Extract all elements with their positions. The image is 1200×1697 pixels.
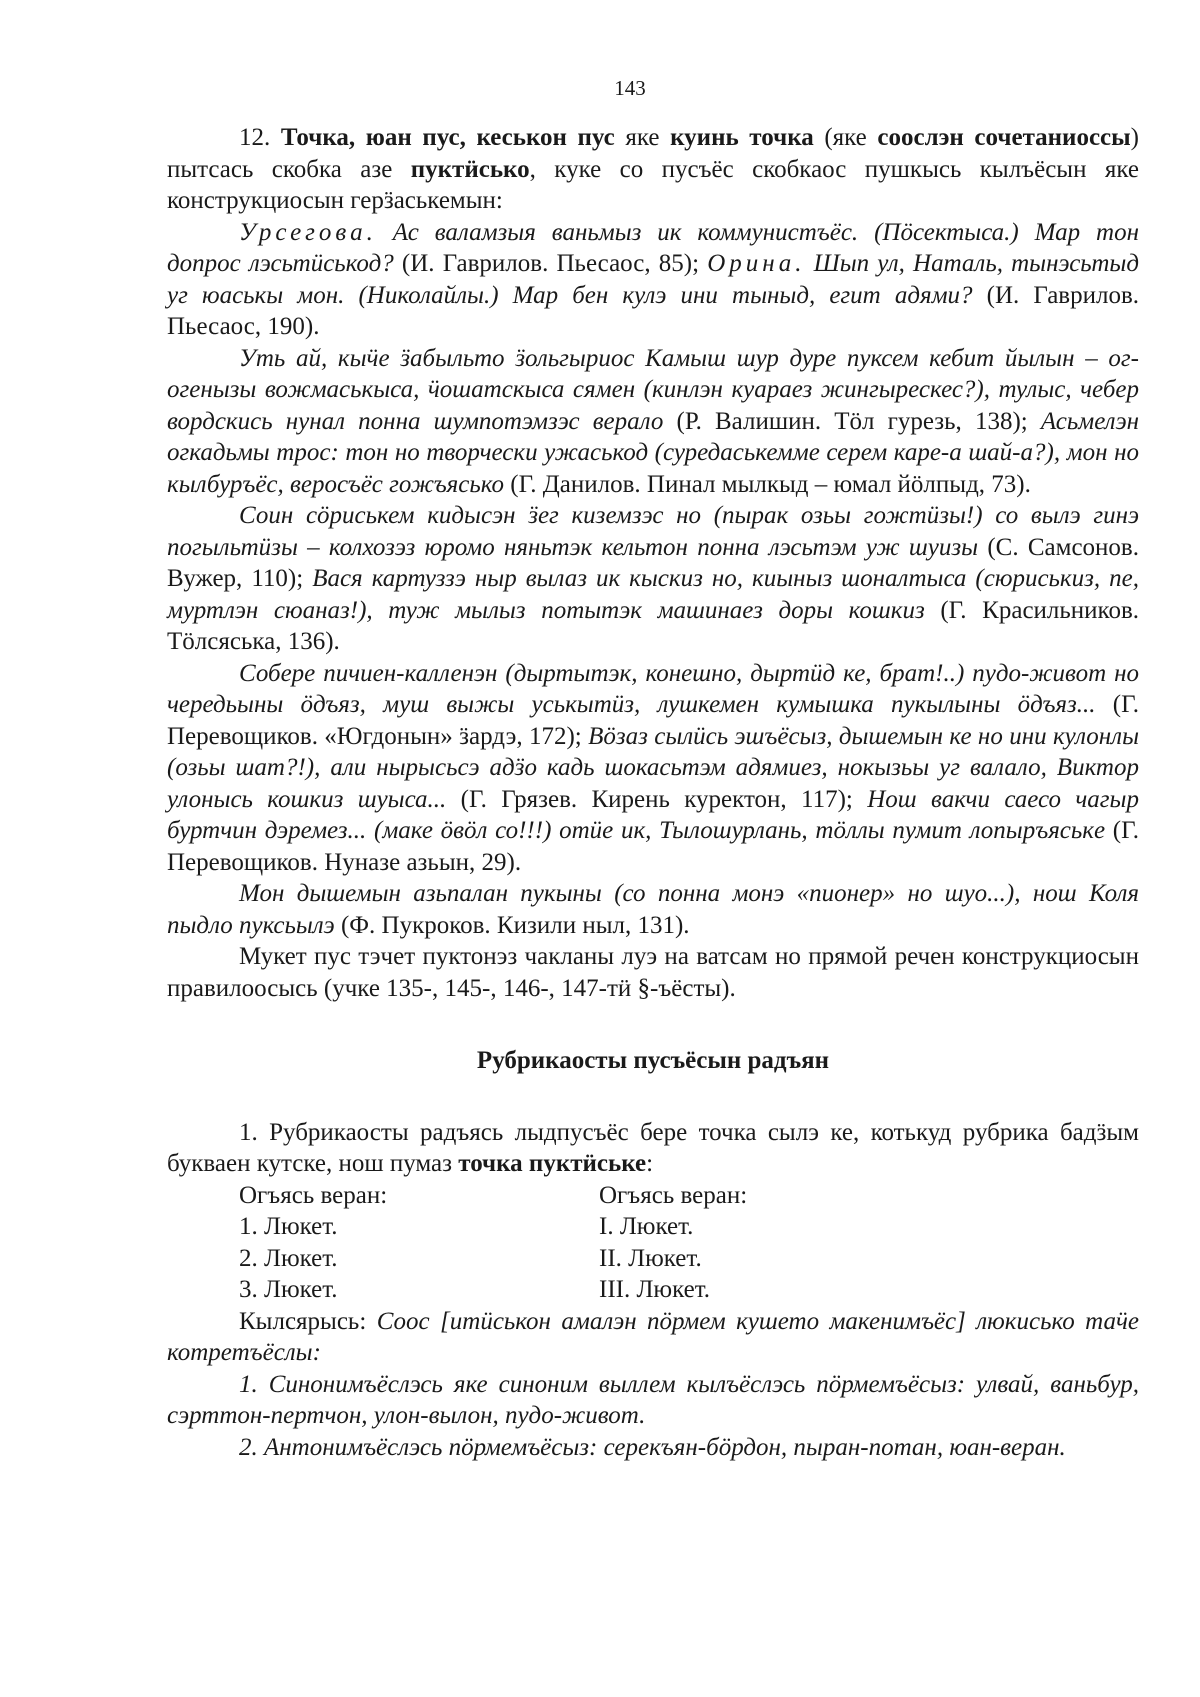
example-text: Ас валамзыя ваньмыз ик коммунистъёс. (Пӧсектыса.) Мар тон допрос лэсьтӥськод? [167, 218, 1139, 277]
example-source: (Г. Грязев. Кирень куректон, 117); [446, 785, 868, 813]
rubric-item: 1. Люкет. [239, 1213, 338, 1240]
example-text: Соос [итӥськон амалэн пӧрмем кушето макенимъёс] люкисько таӵе котретъёслы: [167, 1307, 1139, 1366]
rubric-column-header: Огъясь веран: [599, 1181, 748, 1209]
rubric-item: III. Люкет. [599, 1276, 711, 1303]
speaker-name: Орина. [707, 250, 806, 277]
example-text: Вася картуззэ ныр вылаз ик кыскиз но, киыныз шоналтыса (сюриськиз, пе, муртлэн сюаназ!), туж мылыз потытэк машинаез доры кошкиз [167, 565, 1139, 624]
example-paragraph [167, 500, 1139, 658]
example-text: Нош вакчи саесо чагыр буртчин дэремез... (маке ӧвӧл со!!!) отӥе ик, Тылошурлань, тӧллы пумит лопыръяськe [167, 785, 1139, 844]
example-paragraph [167, 343, 1139, 501]
example-source: (Р. Валишин. Тӧл гурезь, 138); [663, 407, 1041, 435]
text-run: : [646, 1150, 654, 1177]
text-run: (яке [813, 124, 878, 151]
rule-number: 12. [239, 124, 271, 151]
example-text: Собере пичиен-калленэн (дыртытэк, конешно, дыртӥд ке, брат!..) пудо-живот но чередьыны ӧдъяз, муш выжы уськытӥз, лушкемен кумышка пукылыны ӧдъяз... [167, 659, 1139, 718]
rubric-examples [167, 1180, 1139, 1306]
example-item-1: 1. Синонимъёслэсь яке синоним выллем кылъёслэсь пӧрмемъёсыз: улвай, ваньбур, сэрттон-пертчон, улон-вылон, пудо-живот. [167, 1370, 1139, 1429]
example-paragraph [167, 217, 1139, 343]
example-text: Асьмелэн огкадьмы трос: тон но творчески ужаськод (суредаськемме серем каре-а шай-а?), мон но кылбуръёс, веросъёс гожъясько [167, 407, 1139, 498]
bold-term: точка пуктӥське [458, 1150, 647, 1177]
example-source: (Г. Перевощиков. Нуназе азьын, 29). [167, 817, 1139, 876]
rubric-item: II. Люкет. [599, 1244, 702, 1272]
example-source: (Ф. Пукроков. Кизили ныл, 131). [334, 911, 690, 939]
page-number: 143 [614, 76, 646, 100]
example-source: (Г. Данилов. Пинал мылкыд – юмал йӧлпыд, 73). [504, 470, 1031, 498]
text-run: , куке со пусъёс скобкаос пушкысь кылъёсын яке конструкциосын герӟаськемын: [167, 155, 1140, 214]
example-text: Мон дышемын азьпалан пукыны (со понна монэ «пионер» но шуо...), нош Коля пыдло пуксьылэ [167, 880, 1139, 939]
rubric-item: 3. Люкет. [239, 1276, 338, 1303]
rubric-rule-paragraph [167, 1117, 1139, 1180]
example-intro-paragraph [167, 1306, 1139, 1369]
rubric-column-header: Огъясь веран: [239, 1181, 388, 1209]
rubric-item: I. Люкет. [599, 1213, 694, 1240]
example-paragraph [167, 878, 1139, 941]
bold-term: Точка, юан пус, кеськон пус [280, 124, 615, 151]
example-text: Шып ул, Наталь, тынэсьтыд уг юаськы мон. (Николайлы.) Мар бен кулэ ини тыныд, егит адями? [167, 250, 1139, 309]
bold-term: куинь точка [670, 124, 814, 151]
example-text: Вӧзаз сылӥсь эшъёсыз, дышемын ке но ини кулонлы (озьы шат?!), али нырысьсэ адӟо кадь шокасьтэм адямиез, нокызьы уг валало, Виктор улонысь кошкиз шуыса... [167, 722, 1140, 813]
bold-term: сооcлэн сочетаниоссы [877, 124, 1131, 151]
rule-paragraph-12 [167, 122, 1139, 217]
example-paragraph [167, 658, 1139, 879]
text-run: яке [614, 124, 671, 151]
rubric-item: 2. Люкет. [239, 1244, 338, 1272]
text-run: 1. Рубрикаосты радъясь лыдпусъёс бере точка сылэ ке, котькуд рубрика бадӟым букваен кутске, нош пумаз [167, 1118, 1139, 1177]
example-source: (И. Гаврилов. Пьесаос, 190). [167, 281, 1139, 340]
rubric-column-arabic [239, 1180, 599, 1306]
section-heading: Рубрикаосты пусъёсын радъян [476, 1047, 830, 1074]
rubric-column-roman [599, 1180, 959, 1306]
speaker-name: Урсегова. [239, 218, 377, 246]
example-source: (Г. Перевощиков. «Югдонын» ӟардэ, 172); [167, 691, 1140, 750]
example-text: Уть ай, кыӵе ӟабыльто ӟольгыриос Камыш шур дуре пуксем кебит йылын – ог-огенызы вожмаськыса, ӵошатскыса сямен (кинлэн куараез жингырескес?), тулыс, чебер вордскись нунал понна шумпотэмзэс верало [167, 344, 1139, 435]
example-text: Соин сӧриськем кидысэн ӟег киземзэс но (пырак озьы гожтӥзы!) со вылэ гинэ погыльтӥзы – колхозэз юромо няньтэк кельтон понна лэсьтэм уж шуизы [167, 502, 1139, 561]
note-paragraph: Мукет пус тэчет пуктонэз чакланы луэ на ватсам но прямой речен конструкциосын правилоосысь (учке 135-, 145-, 146-, 147-тӥ §-ъёсты). [167, 943, 1139, 1002]
text-run: Кылсярысь: [239, 1307, 377, 1335]
example-source: (С. Самсонов. Вужер, 110); [167, 533, 1139, 592]
text-run: ) пытсась скобка азе [167, 124, 1139, 183]
bold-term: пуктӥсько [410, 155, 530, 183]
example-item-2: 2. Антонимъёслэсь пӧрмемъёсыз: серекъян-бӧрдон, пыран-потан, юан-веран. [239, 1433, 1066, 1461]
example-source: (Г. Красильников. Тӧлсяська, 136). [167, 596, 1139, 655]
document-body [167, 122, 1139, 1463]
example-source: (И. Гаврилов. Пьесаос, 85); [393, 250, 708, 277]
